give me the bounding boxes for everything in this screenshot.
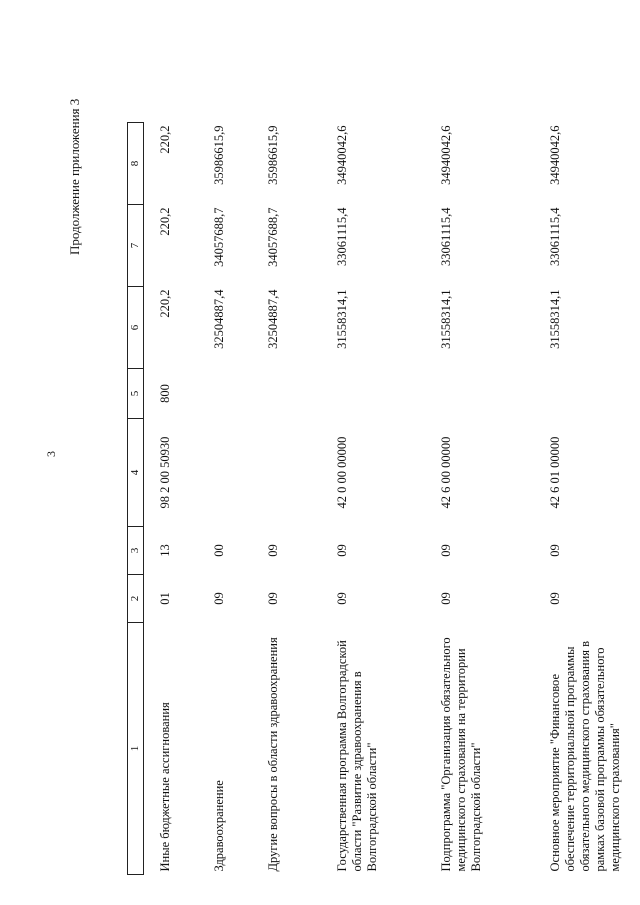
cell-amount-1: 32504887,4 [212, 289, 226, 349]
header-col-5: 5 [128, 369, 144, 419]
cell-subsection: 09 [335, 544, 349, 557]
cell-amount-3: 34940042,6 [439, 125, 453, 185]
cell-target-article: 98 2 00 50930 [158, 436, 172, 509]
budget-table [127, 122, 640, 875]
cell-target-article: 42 6 00 00000 [439, 436, 453, 509]
cell-expense-type [252, 369, 321, 419]
cell-amount-2: 34057688,7 [212, 207, 226, 267]
table-row [321, 123, 425, 875]
table-header-row [128, 123, 144, 875]
cell-expense-type: 800 [158, 384, 172, 403]
table-row [534, 123, 640, 875]
header-col-3: 3 [128, 527, 144, 575]
row-name: Основное мероприятие "Финансовое обеспечение территориальной программы обязательного медицинского страхования в рамках базовой программы обязательного медицинского страхования" [548, 640, 622, 872]
cell-amount-1: 31558314,1 [548, 289, 562, 349]
cell-section: 09 [212, 592, 226, 605]
cell-amount-1: 31558314,1 [439, 289, 453, 349]
continuation-label: Продолжение приложения 3 [67, 98, 82, 255]
cell-amount-1: 31558314,1 [335, 289, 349, 349]
cell-amount-3: 35986615,9 [266, 125, 280, 185]
cell-section: 09 [548, 592, 562, 605]
cell-target-article [198, 419, 252, 527]
cell-subsection: 09 [266, 544, 280, 557]
cell-amount-2: 220,2 [158, 207, 172, 236]
cell-amount-2: 33061115,4 [335, 207, 349, 266]
cell-subsection: 13 [158, 544, 172, 557]
header-col-2: 2 [128, 575, 144, 623]
cell-amount-2: 33061115,4 [439, 207, 453, 266]
cell-section: 09 [335, 592, 349, 605]
table-row [425, 123, 534, 875]
row-name: Подпрограмма "Организация обязательного медицинского страхования на территории Волгоградской области" [439, 637, 483, 872]
cell-section: 09 [266, 592, 280, 605]
cell-amount-2: 33061115,4 [548, 207, 562, 266]
cell-subsection: 00 [212, 544, 226, 557]
row-name: Иные бюджетные ассигнования [158, 702, 172, 872]
row-name: Другие вопросы в области здравоохранения [266, 637, 280, 872]
cell-expense-type [425, 369, 534, 419]
cell-expense-type [321, 369, 425, 419]
cell-amount-3: 34940042,6 [548, 125, 562, 185]
header-col-1: 1 [128, 623, 144, 875]
cell-expense-type [534, 369, 640, 419]
cell-section: 01 [158, 592, 172, 605]
cell-amount-1: 220,2 [158, 289, 172, 318]
cell-amount-3: 35986615,9 [212, 125, 226, 185]
header-col-8: 8 [128, 123, 144, 205]
header-col-6: 6 [128, 287, 144, 369]
cell-expense-type [198, 369, 252, 419]
row-name: Государственная программа Волгоградской области "Развитие здравоохранения в Волгоградской области" [335, 640, 379, 872]
cell-section: 09 [439, 592, 453, 605]
cell-target-article [252, 419, 321, 527]
cell-target-article: 42 6 01 00000 [548, 436, 562, 509]
cell-amount-1: 32504887,4 [266, 289, 280, 349]
table-row [252, 123, 321, 875]
cell-amount-2: 34057688,7 [266, 207, 280, 267]
cell-target-article: 42 0 00 00000 [335, 436, 349, 509]
header-col-7: 7 [128, 205, 144, 287]
table-row [198, 123, 252, 875]
table-row [144, 123, 199, 875]
cell-subsection: 09 [548, 544, 562, 557]
row-name: Здравоохранение [212, 780, 226, 872]
cell-amount-3: 220,2 [158, 125, 172, 154]
cell-subsection: 09 [439, 544, 453, 557]
header-col-4: 4 [128, 419, 144, 527]
cell-amount-3: 34940042,6 [335, 125, 349, 185]
page-number: 3 [44, 451, 58, 457]
